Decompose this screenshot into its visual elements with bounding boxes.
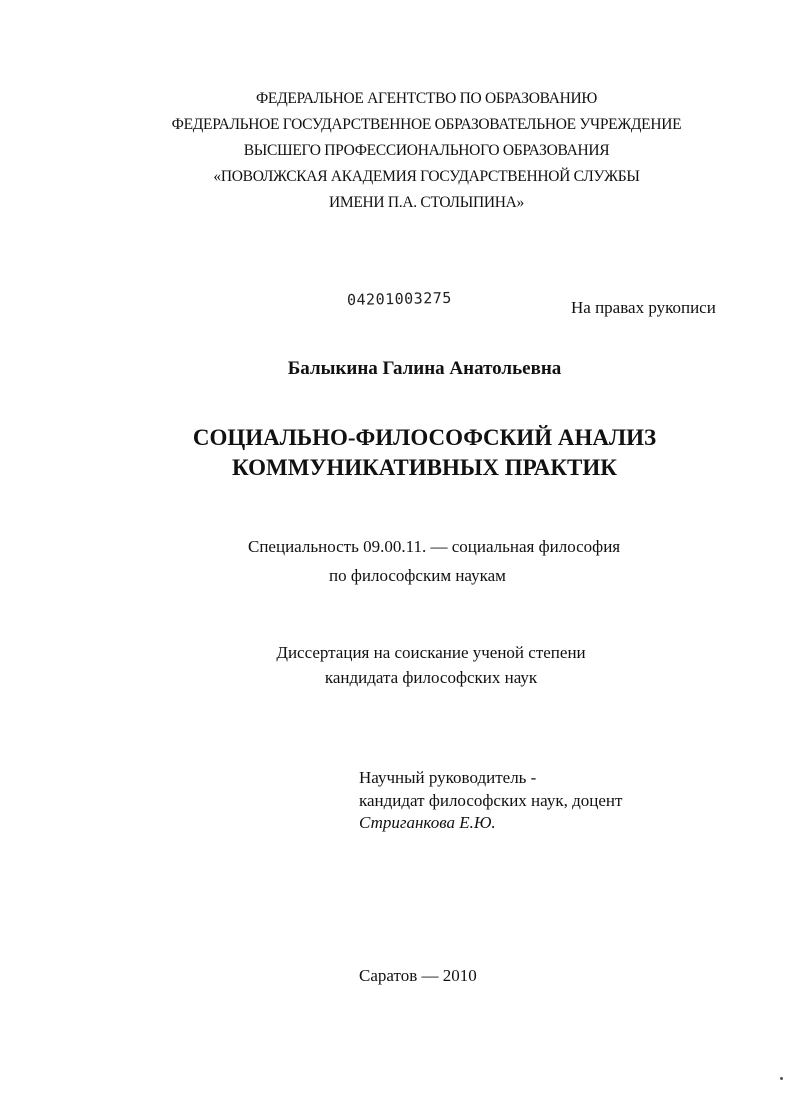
supervisor-block: [359, 767, 622, 835]
dissertation-title: [0, 423, 793, 483]
degree-line-1: Диссертация на соискание ученой степени: [276, 643, 586, 662]
header-line: ФЕДЕРАЛЬНОЕ ГОСУДАРСТВЕННОЕ ОБРАЗОВАТЕЛЬНОЕ УЧРЕЖДЕНИЕ: [171, 116, 682, 133]
city-year: Саратов — 2010: [359, 966, 477, 985]
supervisor-role: Научный руководитель -: [359, 768, 537, 787]
header-line: «ПОВОЛЖСКАЯ АКАДЕМИЯ ГОСУДАРСТВЕННОЙ СЛУЖБЫ: [213, 168, 640, 185]
scan-speck: [780, 1077, 783, 1080]
supervisor-name: Стриганкова Е.Ю.: [359, 813, 496, 832]
inventory-number: 04201003275: [346, 288, 453, 309]
science-branch: по философским наукам: [329, 566, 506, 585]
manuscript-rights: На правах рукописи: [571, 298, 716, 317]
header-line: ИМЕНИ П.А. СТОЛЫПИНА»: [329, 194, 524, 211]
institution-header: [0, 86, 793, 216]
degree-line-2: кандидата философских наук: [324, 668, 538, 687]
degree-statement: [0, 640, 793, 690]
title-line-2: КОММУНИКАТИВНЫХ ПРАКТИК: [232, 455, 617, 480]
header-line: ВЫСШЕГО ПРОФЕССИОНАЛЬНОГО ОБРАЗОВАНИЯ: [243, 142, 610, 159]
title-line-1: СОЦИАЛЬНО-ФИЛОСОФСКИЙ АНАЛИЗ: [192, 425, 657, 450]
supervisor-degree: кандидат философских наук, доцент: [359, 790, 623, 810]
header-line: ФЕДЕРАЛЬНОЕ АГЕНТСТВО ПО ОБРАЗОВАНИЮ: [255, 90, 598, 107]
author-name: Балыкина Галина Анатольевна: [287, 358, 562, 379]
specialty: Специальность 09.00.11. — социальная философия: [248, 537, 621, 556]
